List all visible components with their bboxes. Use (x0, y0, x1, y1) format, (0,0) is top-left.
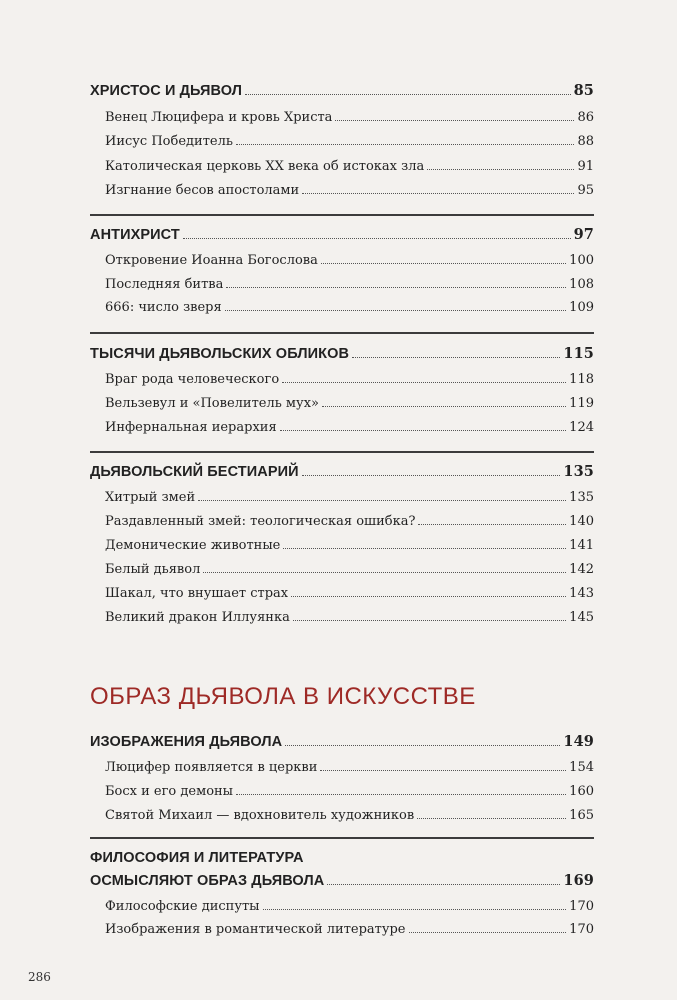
section-divider (90, 332, 594, 334)
toc-entry[interactable] (90, 760, 594, 775)
toc-entry[interactable] (90, 490, 594, 505)
dot-leader (352, 357, 560, 358)
toc-entry[interactable] (90, 610, 594, 625)
section-title: ИЗОБРАЖЕНИЯ ДЬЯВОЛА (90, 734, 283, 750)
dot-leader (320, 770, 566, 771)
entry-title: Босх и его демоны (105, 784, 234, 799)
page-number: 95 (577, 183, 594, 198)
toc-entry[interactable] (90, 253, 594, 268)
page-number: 91 (577, 159, 594, 174)
page-number: 118 (569, 372, 594, 387)
page-number: 141 (569, 538, 594, 553)
entry-title: 666: число зверя (105, 300, 222, 315)
page-number: 165 (569, 808, 594, 823)
toc-entry[interactable] (90, 372, 594, 387)
toc-entry[interactable] (90, 784, 594, 799)
toc-entry[interactable] (90, 277, 594, 292)
dot-leader (302, 193, 574, 194)
entry-title: Изображения в романтической литературе (105, 922, 406, 937)
toc-entry[interactable] (90, 562, 594, 577)
toc-entry[interactable] (90, 922, 594, 937)
entry-title: Иисус Победитель (105, 134, 233, 149)
section-title: ХРИСТОС И ДЬЯВОЛ (90, 83, 243, 99)
entry-title: Шакал, что внушает страх (105, 586, 289, 601)
toc-entry[interactable] (90, 538, 594, 553)
entry-title: Хитрый змей (105, 490, 196, 505)
entry-title: Венец Люцифера и кровь Христа (105, 110, 333, 125)
dot-leader (418, 524, 566, 525)
entry-title: Инфернальная иерархия (105, 420, 277, 435)
toc-entry[interactable] (90, 110, 594, 125)
entry-title: Изгнание бесов апостолами (105, 183, 300, 198)
toc-section-entry[interactable] (90, 82, 594, 99)
toc-entry[interactable] (90, 183, 594, 198)
dot-leader (263, 909, 567, 910)
toc-section-entry[interactable] (90, 463, 594, 480)
entry-title: Философские диспуты (105, 899, 260, 914)
dot-leader (327, 884, 560, 885)
section-divider (90, 837, 594, 839)
dot-leader (236, 794, 566, 795)
section-title: АНТИХРИСТ (90, 227, 180, 243)
entry-title: Раздавленный змей: теологическая ошибка? (105, 514, 416, 529)
page-number: 170 (569, 899, 594, 914)
page-number: 170 (569, 922, 594, 937)
toc-entry[interactable] (90, 159, 594, 174)
dot-leader (236, 144, 575, 145)
dot-leader (427, 169, 574, 170)
toc-entry[interactable] (90, 396, 594, 411)
page-number: 124 (569, 420, 594, 435)
toc-section-entry[interactable] (90, 345, 594, 362)
dot-leader (198, 500, 566, 501)
page-number: 149 (563, 733, 594, 750)
dot-leader (291, 596, 566, 597)
page-number: 135 (569, 490, 594, 505)
page-number: 100 (569, 253, 594, 268)
toc-section-entry[interactable] (90, 733, 594, 750)
entry-title: Демонические животные (105, 538, 281, 553)
dot-leader (293, 620, 566, 621)
page-number: 86 (577, 110, 594, 125)
entry-title: Католическая церковь XX века об истоках зла (105, 159, 425, 174)
section-title: ТЫСЯЧИ ДЬЯВОЛЬСКИХ ОБЛИКОВ (90, 346, 350, 362)
dot-leader (321, 263, 566, 264)
entry-title: Святой Михаил — вдохновитель художников (105, 808, 415, 823)
dot-leader (203, 572, 566, 573)
entry-title: Люцифер появляется в церкви (105, 760, 318, 775)
entry-title: Белый дьявол (105, 562, 201, 577)
toc-entry[interactable] (90, 514, 594, 529)
dot-leader (225, 310, 566, 311)
page-number: 88 (577, 134, 594, 149)
entry-title: Враг рода человеческого (105, 372, 280, 387)
dot-leader (335, 120, 574, 121)
page-folio: 286 (28, 970, 51, 984)
toc-section-entry[interactable] (90, 872, 594, 889)
section-divider (90, 451, 594, 453)
toc-entry[interactable] (90, 586, 594, 601)
dot-leader (280, 430, 567, 431)
section-title: ОСМЫСЛЯЮТ ОБРАЗ ДЬЯВОЛА (90, 873, 325, 889)
entry-title: Вельзевул и «Повелитель мух» (105, 396, 319, 411)
toc-entry[interactable] (90, 300, 594, 315)
entry-title: Последняя битва (105, 277, 224, 292)
page-number: 109 (569, 300, 594, 315)
toc-entry[interactable] (90, 899, 594, 914)
toc-entry[interactable] (90, 808, 594, 823)
dot-leader (245, 94, 571, 95)
page-number: 119 (569, 396, 594, 411)
section-title: ДЬЯВОЛЬСКИЙ БЕСТИАРИЙ (90, 464, 299, 480)
section-divider (90, 214, 594, 216)
dot-leader (409, 932, 567, 933)
toc-entry[interactable] (90, 420, 594, 435)
part-title: ОБРАЗ ДЬЯВОЛА В ИСКУССТВЕ (90, 683, 476, 710)
page-number: 169 (563, 872, 594, 889)
entry-title: Откровение Иоанна Богослова (105, 253, 318, 268)
dot-leader (183, 238, 571, 239)
page-number: 143 (569, 586, 594, 601)
dot-leader (283, 548, 566, 549)
page-number: 140 (569, 514, 594, 529)
page-number: 145 (569, 610, 594, 625)
page-number: 97 (573, 226, 594, 243)
section-title-line: ФИЛОСОФИЯ И ЛИТЕРАТУРА (90, 850, 304, 866)
dot-leader (282, 382, 566, 383)
toc-entry[interactable] (90, 134, 594, 149)
dot-leader (226, 287, 566, 288)
page-number: 142 (569, 562, 594, 577)
page-number: 135 (563, 463, 594, 480)
page-number: 85 (573, 82, 594, 99)
page-number: 160 (569, 784, 594, 799)
page-number: 154 (569, 760, 594, 775)
page-number: 108 (569, 277, 594, 292)
entry-title: Великий дракон Иллуянка (105, 610, 290, 625)
dot-leader (302, 475, 561, 476)
dot-leader (285, 745, 560, 746)
toc-section-entry[interactable] (90, 226, 594, 243)
dot-leader (322, 406, 566, 407)
page-number: 115 (563, 345, 594, 362)
dot-leader (417, 818, 566, 819)
